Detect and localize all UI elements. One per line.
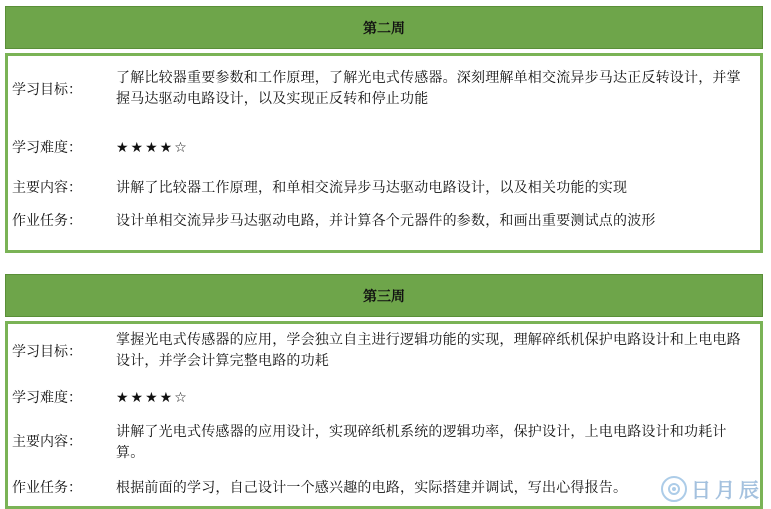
difficulty-row — [8, 138, 760, 159]
task-label: 作业任务： — [12, 213, 82, 229]
difficulty-label: 学习难度： — [12, 390, 82, 406]
content-value: 讲解了比较器工作原理，和单相交流异步马达驱动电路设计，以及相关功能的实现 — [116, 180, 628, 196]
goal-row — [8, 330, 760, 372]
goal-value: 了解比较器重要参数和工作原理，了解光电式传感器。深刻理解单相交流异步马达正反转设计，并掌握马达驱动电路设计，以及实现正反转和停止功能 — [116, 70, 741, 107]
goal-label: 学习目标： — [12, 82, 82, 98]
week-title: 第二周 — [363, 20, 405, 37]
difficulty-stars: ★★★★☆ — [116, 390, 189, 406]
task-label: 作业任务： — [12, 480, 82, 496]
week-section-2 — [5, 6, 763, 253]
week-header — [5, 274, 763, 317]
watermark-text: 日月辰 — [691, 478, 763, 502]
goal-label: 学习目标： — [12, 344, 82, 360]
difficulty-label: 学习难度： — [12, 140, 82, 156]
week-title: 第三周 — [363, 288, 405, 305]
week-body — [5, 321, 763, 509]
content-row — [8, 178, 760, 199]
watermark — [661, 474, 763, 503]
difficulty-row — [8, 388, 760, 409]
content-label: 主要内容： — [12, 434, 82, 450]
week-section-3 — [5, 274, 763, 509]
content-row — [8, 422, 760, 464]
content-value: 讲解了光电式传感器的应用设计，实现碎纸机系统的逻辑功率，保护设计，上电电路设计和功耗计算。 — [116, 424, 727, 461]
task-value: 设计单相交流异步马达驱动电路，并计算各个元器件的参数，和画出重要测试点的波形 — [116, 213, 656, 229]
difficulty-stars: ★★★★☆ — [116, 140, 189, 156]
week-body — [5, 53, 763, 253]
task-row — [8, 478, 760, 499]
task-row — [8, 211, 760, 232]
logo-circle-icon — [661, 476, 687, 502]
task-value: 根据前面的学习，自己设计一个感兴趣的电路，实际搭建并调试，写出心得报告。 — [116, 480, 628, 496]
week-header — [5, 6, 763, 49]
goal-value: 掌握光电式传感器的应用，学会独立自主进行逻辑功能的实现，理解碎纸机保护电路设计和上电电路设计，并学会计算完整电路的功耗 — [116, 332, 741, 369]
goal-row — [8, 68, 760, 110]
content-label: 主要内容： — [12, 180, 82, 196]
